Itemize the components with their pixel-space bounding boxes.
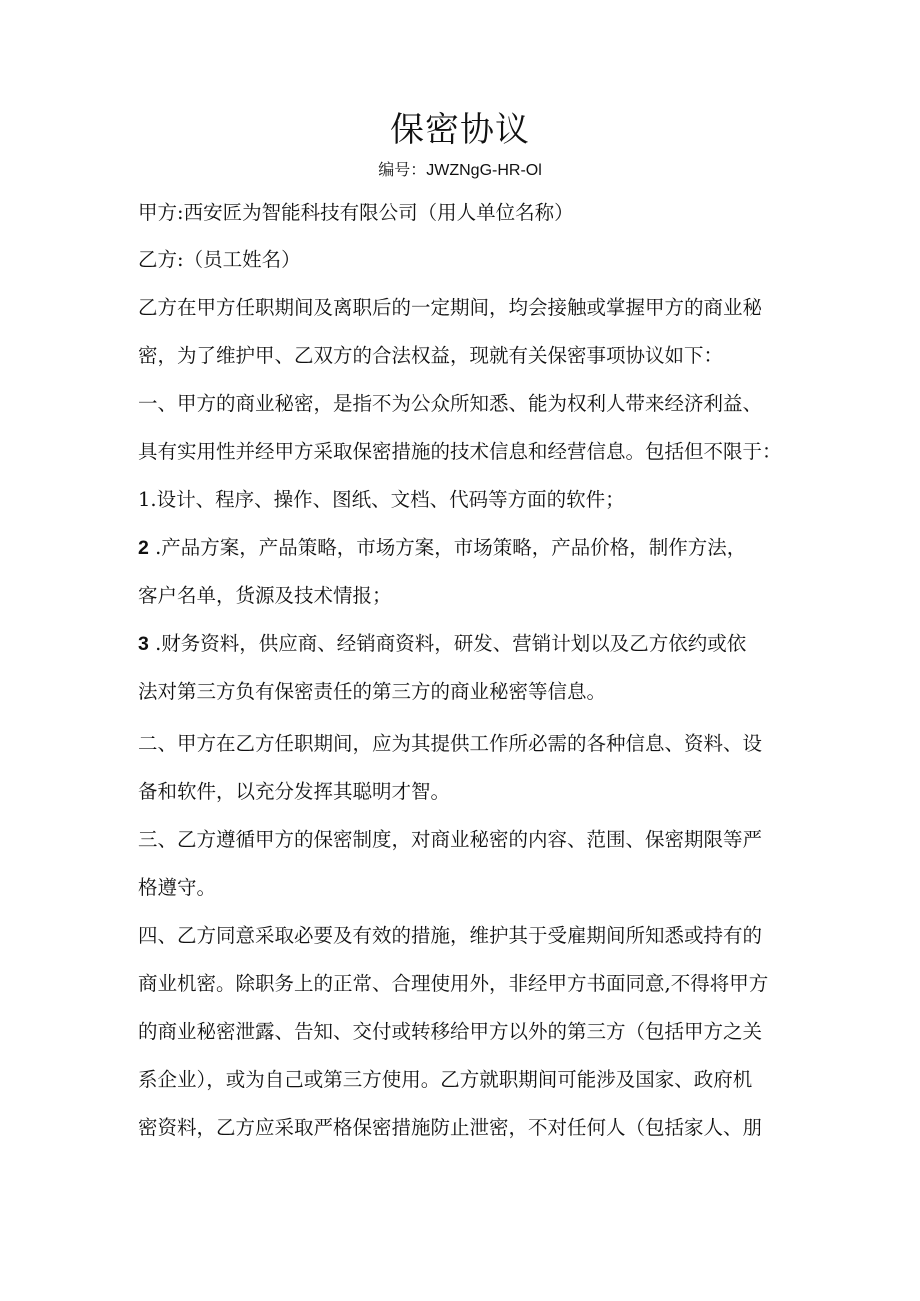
party-b-line: 乙方:（员工姓名） [138,248,301,271]
list-item-2-text: .产品方案，产品策略，市场方案，市场策略，产品价格，制作方法， [155,536,747,559]
paragraph-line: 格遵守。 [138,876,217,899]
paragraph-line: 一、甲方的商业秘密，是指不为公众所知悉、能为权利人带来经济利益、 [138,392,763,415]
paragraph-line: 的商业秘密泄露、告知、交付或转移给甲方以外的第三方（包括甲方之关 [138,1020,763,1043]
paragraph-line: 密，为了维护甲、乙双方的合法权益，现就有关保密事项协议如下： [138,344,724,367]
party-a-line: 甲方:西安匠为智能科技有限公司（用人单位名称） [138,201,574,224]
paragraph-line: 乙方在甲方任职期间及离职后的一定期间，均会接触或掌握甲方的商业秘 [138,296,763,319]
document-number-label: 编号： [378,160,427,179]
paragraph-line: 客户名单，货源及技术情报； [138,584,392,607]
paragraph-line: 具有实用性并经甲方采取保密措施的技术信息和经营信息。包括但不限于： [138,440,782,463]
paragraph-line: 三、乙方遵循甲方的保密制度，对商业秘密的内容、范围、保密期限等严 [138,828,763,851]
document-title: 保密协议 [390,110,530,150]
list-item-2 [138,533,746,563]
paragraph-line: 商业机密。除职务上的正常、合理使用外，非经甲方书面同意,不得将甲方 [138,972,769,995]
paragraph-line: 二、甲方在乙方任职期间，应为其提供工作所必需的各种信息、资料、设 [138,732,763,755]
paragraph-line: 法对第三方负有保密责任的第三方的商业秘密等信息。 [138,680,607,703]
list-item-2-number: 2 [138,537,149,559]
paragraph-line: 密资料，乙方应采取严格保密措施防止泄密，不对任何人（包括家人、朋 [138,1116,763,1139]
list-item-1: 1.设计、程序、操作、图纸、文档、代码等方面的软件； [138,488,625,511]
document-number [0,158,920,183]
list-item-3 [138,629,746,659]
list-item-3-text: .财务资料，供应商、经销商资料，研发、营销计划以及乙方依约或依 [155,632,747,655]
document-number-value: JWZNgG-HR-Ol [426,162,542,179]
paragraph-line: 系企业），或为自己或第三方使用。乙方就职期间可能涉及国家、政府机 [138,1068,753,1091]
list-item-3-number: 3 [138,633,149,655]
paragraph-line: 四、乙方同意采取必要及有效的措施，维护其于受雇期间所知悉或持有的 [138,924,763,947]
paragraph-line: 备和软件，以充分发挥其聪明才智。 [138,780,451,803]
